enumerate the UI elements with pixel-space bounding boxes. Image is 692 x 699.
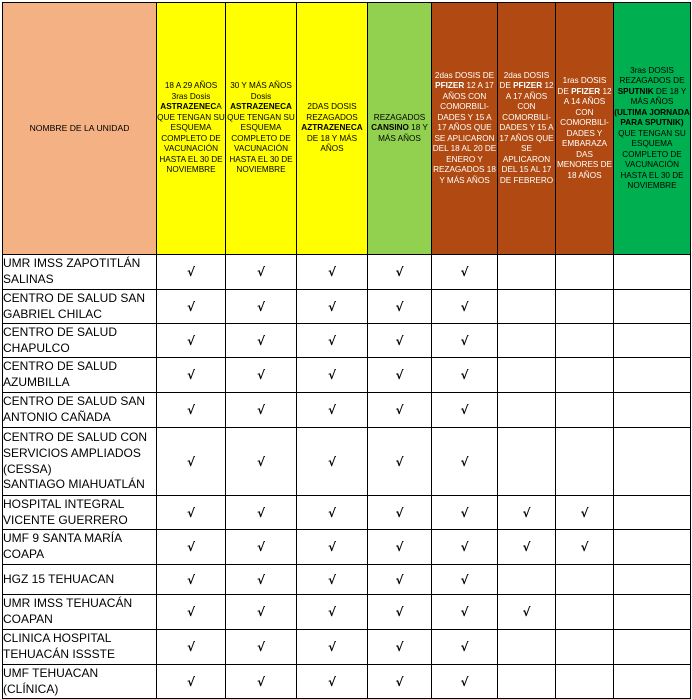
- check-cell: [498, 324, 556, 358]
- unit-name-line: HGZ 15 TEHUACAN: [3, 571, 115, 586]
- table-row: [3, 255, 691, 290]
- unit-name-line: CLINICA HOSPITAL: [3, 631, 112, 646]
- check-cell: [297, 665, 368, 699]
- column-header-unit: [3, 3, 157, 255]
- check-cell: [297, 496, 368, 530]
- column-header-text: 12 A 17 AÑOS CON COMORBILI-DADES Y 15 A 17 AÑOS QUE SE APLICARON DEL 15 AL 17 DE FEBRERO: [499, 81, 554, 185]
- table-row: [3, 496, 691, 530]
- column-header-text: 18 Y MÁS AÑOS: [378, 123, 428, 143]
- column-header-pfizer-12-17-feb: [498, 3, 556, 255]
- check-cell: [226, 530, 297, 565]
- check-mark-icon: √: [327, 333, 336, 348]
- check-mark-icon: √: [395, 640, 404, 654]
- check-cell: [226, 358, 297, 393]
- column-header-text: 30 Y MÁS AÑOS Dosis: [230, 81, 292, 101]
- check-mark-icon: √: [460, 572, 469, 587]
- column-header-text: PFIZER: [435, 81, 465, 91]
- column-header-pfizer-1ras: [556, 3, 614, 255]
- unit-name-cell: [3, 565, 157, 595]
- column-header-pfizer-15-17-18: [432, 3, 498, 255]
- check-mark-icon: √: [256, 505, 265, 520]
- check-cell: [498, 595, 556, 630]
- check-cell: [432, 255, 498, 290]
- unit-name-line: UMR IMSS ZAPOTITLÁN: [3, 256, 141, 271]
- check-cell: [226, 665, 297, 699]
- check-mark-icon: √: [327, 403, 336, 417]
- column-header-text: QUE TENGAN SU ESQUEMA COMPLETO DE VACUNACIÓN HASTA EL 30 DE NOVIEMBRE: [618, 128, 686, 190]
- unit-name-line: AZUMBILLA: [3, 375, 70, 389]
- unit-name-cell: [3, 290, 157, 324]
- check-cell: [614, 565, 691, 595]
- unit-name-line: UMF TEHUACAN: [3, 665, 99, 680]
- check-mark-icon: √: [327, 299, 336, 314]
- check-mark-icon: √: [256, 674, 265, 689]
- check-cell: [226, 255, 297, 290]
- table-row: [3, 595, 691, 630]
- column-header-text: CANSINO: [371, 123, 409, 133]
- check-cell: [368, 428, 432, 496]
- check-mark-icon: √: [327, 674, 336, 689]
- table-row: [3, 630, 691, 665]
- check-cell: [157, 290, 226, 324]
- unit-name-line: CHAPULCO: [3, 340, 70, 355]
- check-mark-icon: √: [256, 605, 265, 619]
- check-cell: [432, 393, 498, 428]
- check-cell: [226, 630, 297, 665]
- vaccination-schedule-table: [2, 2, 691, 699]
- check-mark-icon: √: [460, 540, 469, 554]
- check-mark-icon: √: [186, 605, 195, 619]
- check-cell: [432, 530, 498, 565]
- check-cell: [556, 428, 614, 496]
- check-cell: [498, 630, 556, 665]
- unit-name-cell: [3, 255, 157, 290]
- check-mark-icon: √: [395, 265, 404, 279]
- check-cell: [432, 665, 498, 699]
- check-mark-icon: √: [580, 505, 589, 520]
- column-header-text: ASTRAZENECA: [230, 102, 292, 112]
- check-cell: [556, 290, 614, 324]
- unit-name-cell: [3, 324, 157, 358]
- check-cell: [614, 595, 691, 630]
- check-cell: [498, 358, 556, 393]
- column-header-text: 1ras DOSIS DE: [557, 76, 607, 96]
- check-cell: [556, 630, 614, 665]
- unit-name-line: HOSPITAL INTEGRAL: [3, 496, 125, 511]
- check-mark-icon: √: [186, 674, 195, 689]
- column-header-az-30-mas: [226, 3, 297, 255]
- check-cell: [614, 324, 691, 358]
- check-mark-icon: √: [327, 368, 336, 382]
- check-cell: [297, 324, 368, 358]
- table-row: [3, 665, 691, 699]
- check-cell: [157, 358, 226, 393]
- table-row: [3, 290, 691, 324]
- column-header-text: SPUTNIK: [617, 86, 654, 96]
- check-mark-icon: √: [256, 640, 265, 654]
- check-mark-icon: √: [186, 333, 195, 348]
- column-header-text: DE 18 Y MÁS AÑOS: [306, 133, 358, 154]
- check-cell: [368, 324, 432, 358]
- column-header-text: ASTRAZENEC: [160, 102, 217, 112]
- check-mark-icon: √: [327, 572, 336, 587]
- check-mark-icon: √: [460, 403, 469, 417]
- check-cell: [368, 290, 432, 324]
- check-cell: [614, 290, 691, 324]
- unit-name-cell: [3, 428, 157, 496]
- table-row: [3, 358, 691, 393]
- unit-name-line: CENTRO DE SALUD SAN: [3, 290, 146, 305]
- check-cell: [556, 324, 614, 358]
- check-cell: [157, 565, 226, 595]
- check-cell: [157, 665, 226, 699]
- column-header-text: 3ras DOSIS REZAGADOS DE: [619, 65, 685, 85]
- check-cell: [432, 595, 498, 630]
- check-mark-icon: √: [186, 454, 195, 469]
- column-header-text: NOMBRE DE LA UNIDAD: [29, 123, 130, 133]
- check-cell: [498, 665, 556, 699]
- check-cell: [226, 565, 297, 595]
- check-mark-icon: √: [460, 454, 469, 469]
- check-cell: [498, 393, 556, 428]
- check-cell: [368, 358, 432, 393]
- table-row: [3, 393, 691, 428]
- check-cell: [297, 255, 368, 290]
- unit-name-line: COAPAN: [3, 612, 53, 626]
- check-cell: [614, 530, 691, 565]
- check-mark-icon: √: [395, 403, 404, 417]
- check-cell: [157, 496, 226, 530]
- unit-name-cell: [3, 358, 157, 393]
- check-mark-icon: √: [186, 540, 195, 554]
- column-header-text: PFIZER: [513, 81, 543, 91]
- check-cell: [157, 428, 226, 496]
- unit-name-line: COAPA: [3, 547, 45, 561]
- check-mark-icon: √: [395, 454, 404, 469]
- check-mark-icon: √: [460, 640, 469, 654]
- column-header-text: 2das DOSIS DE: [434, 70, 495, 80]
- check-cell: [157, 630, 226, 665]
- check-cell: [226, 428, 297, 496]
- check-cell: [614, 358, 691, 393]
- check-mark-icon: √: [186, 572, 195, 587]
- check-cell: [157, 530, 226, 565]
- check-mark-icon: √: [327, 454, 336, 469]
- check-mark-icon: √: [395, 299, 404, 314]
- check-cell: [368, 530, 432, 565]
- column-header-cansino: [368, 3, 432, 255]
- unit-name-line: CENTRO DE SALUD: [3, 324, 118, 339]
- check-mark-icon: √: [580, 540, 589, 554]
- check-cell: [157, 393, 226, 428]
- check-mark-icon: √: [460, 368, 469, 382]
- table-body: [3, 255, 691, 699]
- column-header-text: 2das DOSIS DE: [499, 70, 550, 91]
- unit-name-line: SALINAS: [3, 272, 54, 286]
- check-cell: [432, 496, 498, 530]
- check-cell: [556, 595, 614, 630]
- check-cell: [226, 496, 297, 530]
- check-mark-icon: √: [395, 333, 404, 348]
- check-mark-icon: √: [186, 299, 195, 314]
- unit-name-line: TEHUACÁN ISSSTE: [3, 647, 116, 661]
- column-header-text: 2DAS DOSIS REZAGADOS: [306, 102, 358, 122]
- check-mark-icon: √: [460, 605, 469, 619]
- check-cell: [157, 324, 226, 358]
- check-cell: [556, 496, 614, 530]
- unit-name-cell: [3, 630, 157, 665]
- check-cell: [556, 665, 614, 699]
- check-cell: [556, 530, 614, 565]
- check-cell: [297, 428, 368, 496]
- check-mark-icon: √: [395, 605, 404, 619]
- unit-name-line: SERVICIOS AMPLIADOS: [3, 445, 141, 460]
- column-header-text: QUE TENGAN SU ESQUEMA COMPLETO DE VACUNACIÓN HASTA EL 30 DE NOVIEMBRE: [227, 112, 295, 175]
- check-mark-icon: √: [186, 265, 195, 279]
- check-cell: [226, 324, 297, 358]
- check-cell: [498, 565, 556, 595]
- column-header-text: PFIZER: [571, 86, 601, 96]
- check-cell: [498, 530, 556, 565]
- check-cell: [297, 358, 368, 393]
- check-cell: [297, 565, 368, 595]
- check-mark-icon: √: [395, 505, 404, 520]
- check-cell: [614, 393, 691, 428]
- check-cell: [432, 290, 498, 324]
- check-cell: [226, 595, 297, 630]
- check-mark-icon: √: [256, 540, 265, 554]
- check-cell: [498, 428, 556, 496]
- check-mark-icon: √: [186, 640, 195, 654]
- table-row: [3, 428, 691, 496]
- check-mark-icon: √: [522, 605, 531, 619]
- check-cell: [498, 255, 556, 290]
- check-mark-icon: √: [460, 333, 469, 348]
- check-mark-icon: √: [395, 368, 404, 382]
- check-mark-icon: √: [256, 265, 265, 279]
- unit-name-line: SANTIAGO MIAHUATLÁN: [3, 477, 145, 492]
- header-row: [3, 3, 691, 255]
- check-cell: [297, 290, 368, 324]
- check-cell: [368, 630, 432, 665]
- check-mark-icon: √: [327, 640, 336, 654]
- check-cell: [614, 428, 691, 496]
- unit-name-line: ANTONIO CAÑADA: [3, 410, 111, 424]
- check-cell: [432, 428, 498, 496]
- check-cell: [368, 665, 432, 699]
- unit-name-line: CENTRO DE SALUD CON: [3, 430, 148, 445]
- check-cell: [297, 595, 368, 630]
- table-row: [3, 530, 691, 565]
- check-mark-icon: √: [460, 265, 469, 279]
- check-mark-icon: √: [395, 540, 404, 554]
- column-header-text: (ULTIMA JORNADA PARA SPUTNIK): [614, 107, 690, 127]
- unit-name-line: GABRIEL CHILAC: [3, 306, 102, 321]
- check-mark-icon: √: [186, 403, 195, 417]
- unit-name-line: (CLÍNICA): [3, 681, 59, 696]
- check-cell: [368, 565, 432, 595]
- check-cell: [432, 358, 498, 393]
- unit-name-line: (CESSA): [3, 461, 52, 476]
- check-cell: [297, 530, 368, 565]
- check-cell: [368, 496, 432, 530]
- check-cell: [157, 595, 226, 630]
- column-header-text: 12 A 17 AÑOS CON COMORBILI-DADES Y 15 A 17 AÑOS QUE SE APLICARON DEL 18 AL 20 DE ENERO Y REZAGADOS 18 Y MÁS AÑOS: [432, 81, 497, 185]
- check-cell: [432, 324, 498, 358]
- check-cell: [297, 393, 368, 428]
- column-header-text: REZAGADOS: [373, 112, 426, 122]
- check-cell: [498, 290, 556, 324]
- unit-name-cell: [3, 496, 157, 530]
- check-mark-icon: √: [327, 505, 336, 520]
- check-cell: [614, 665, 691, 699]
- unit-name-cell: [3, 665, 157, 699]
- column-header-text: 12 A 14 AÑOS CON COMORBILI-DADES Y EMBARAZA DAS MENORES DE 18 AÑOS: [556, 86, 613, 180]
- check-cell: [226, 290, 297, 324]
- check-mark-icon: √: [327, 265, 336, 279]
- unit-name-cell: [3, 595, 157, 630]
- check-cell: [368, 595, 432, 630]
- column-header-text: DE 18 Y MÁS AÑOS: [630, 86, 687, 106]
- check-mark-icon: √: [460, 674, 469, 689]
- check-mark-icon: √: [256, 572, 265, 587]
- check-mark-icon: √: [522, 505, 531, 520]
- check-mark-icon: √: [327, 605, 336, 619]
- check-mark-icon: √: [256, 454, 265, 469]
- unit-name-line: UMF 9 SANTA MARÍA: [3, 531, 123, 546]
- check-cell: [368, 393, 432, 428]
- check-mark-icon: √: [256, 403, 265, 417]
- check-mark-icon: √: [186, 368, 195, 382]
- column-header-text: A QUE TENGAN SU ESQUEMA COMPLETO DE VACUNACIÓN HASTA EL 30 DE NOVIEMBRE: [157, 102, 225, 175]
- unit-name-line: CENTRO DE SALUD: [3, 359, 118, 374]
- column-header-text: AZTRAZENECA: [301, 123, 363, 133]
- table-row: [3, 324, 691, 358]
- check-cell: [226, 393, 297, 428]
- check-mark-icon: √: [522, 540, 531, 554]
- unit-name-cell: [3, 393, 157, 428]
- check-cell: [432, 565, 498, 595]
- column-header-sputnik: [614, 3, 691, 255]
- column-header-text: 18 A 29 AÑOS 3ras Dosis: [164, 81, 218, 101]
- check-cell: [556, 393, 614, 428]
- check-cell: [368, 255, 432, 290]
- column-header-az-18-29: [157, 3, 226, 255]
- check-cell: [556, 255, 614, 290]
- check-cell: [157, 255, 226, 290]
- check-cell: [556, 565, 614, 595]
- check-cell: [614, 255, 691, 290]
- check-cell: [498, 496, 556, 530]
- check-mark-icon: √: [256, 299, 265, 314]
- table-row: [3, 565, 691, 595]
- check-mark-icon: √: [186, 505, 195, 520]
- unit-name-line: VICENTE GUERRERO: [3, 512, 128, 527]
- check-mark-icon: √: [460, 505, 469, 520]
- check-mark-icon: √: [460, 299, 469, 314]
- unit-name-line: UMR IMSS TEHUACÁN: [3, 596, 133, 611]
- unit-name-cell: [3, 530, 157, 565]
- column-header-az-2das: [297, 3, 368, 255]
- check-cell: [297, 630, 368, 665]
- check-cell: [432, 630, 498, 665]
- check-mark-icon: √: [395, 572, 404, 587]
- check-cell: [556, 358, 614, 393]
- unit-name-line: CENTRO DE SALUD SAN: [3, 394, 146, 409]
- check-cell: [614, 630, 691, 665]
- check-mark-icon: √: [327, 540, 336, 554]
- check-mark-icon: √: [395, 674, 404, 689]
- check-mark-icon: √: [256, 368, 265, 382]
- check-mark-icon: √: [256, 333, 265, 348]
- check-cell: [614, 496, 691, 530]
